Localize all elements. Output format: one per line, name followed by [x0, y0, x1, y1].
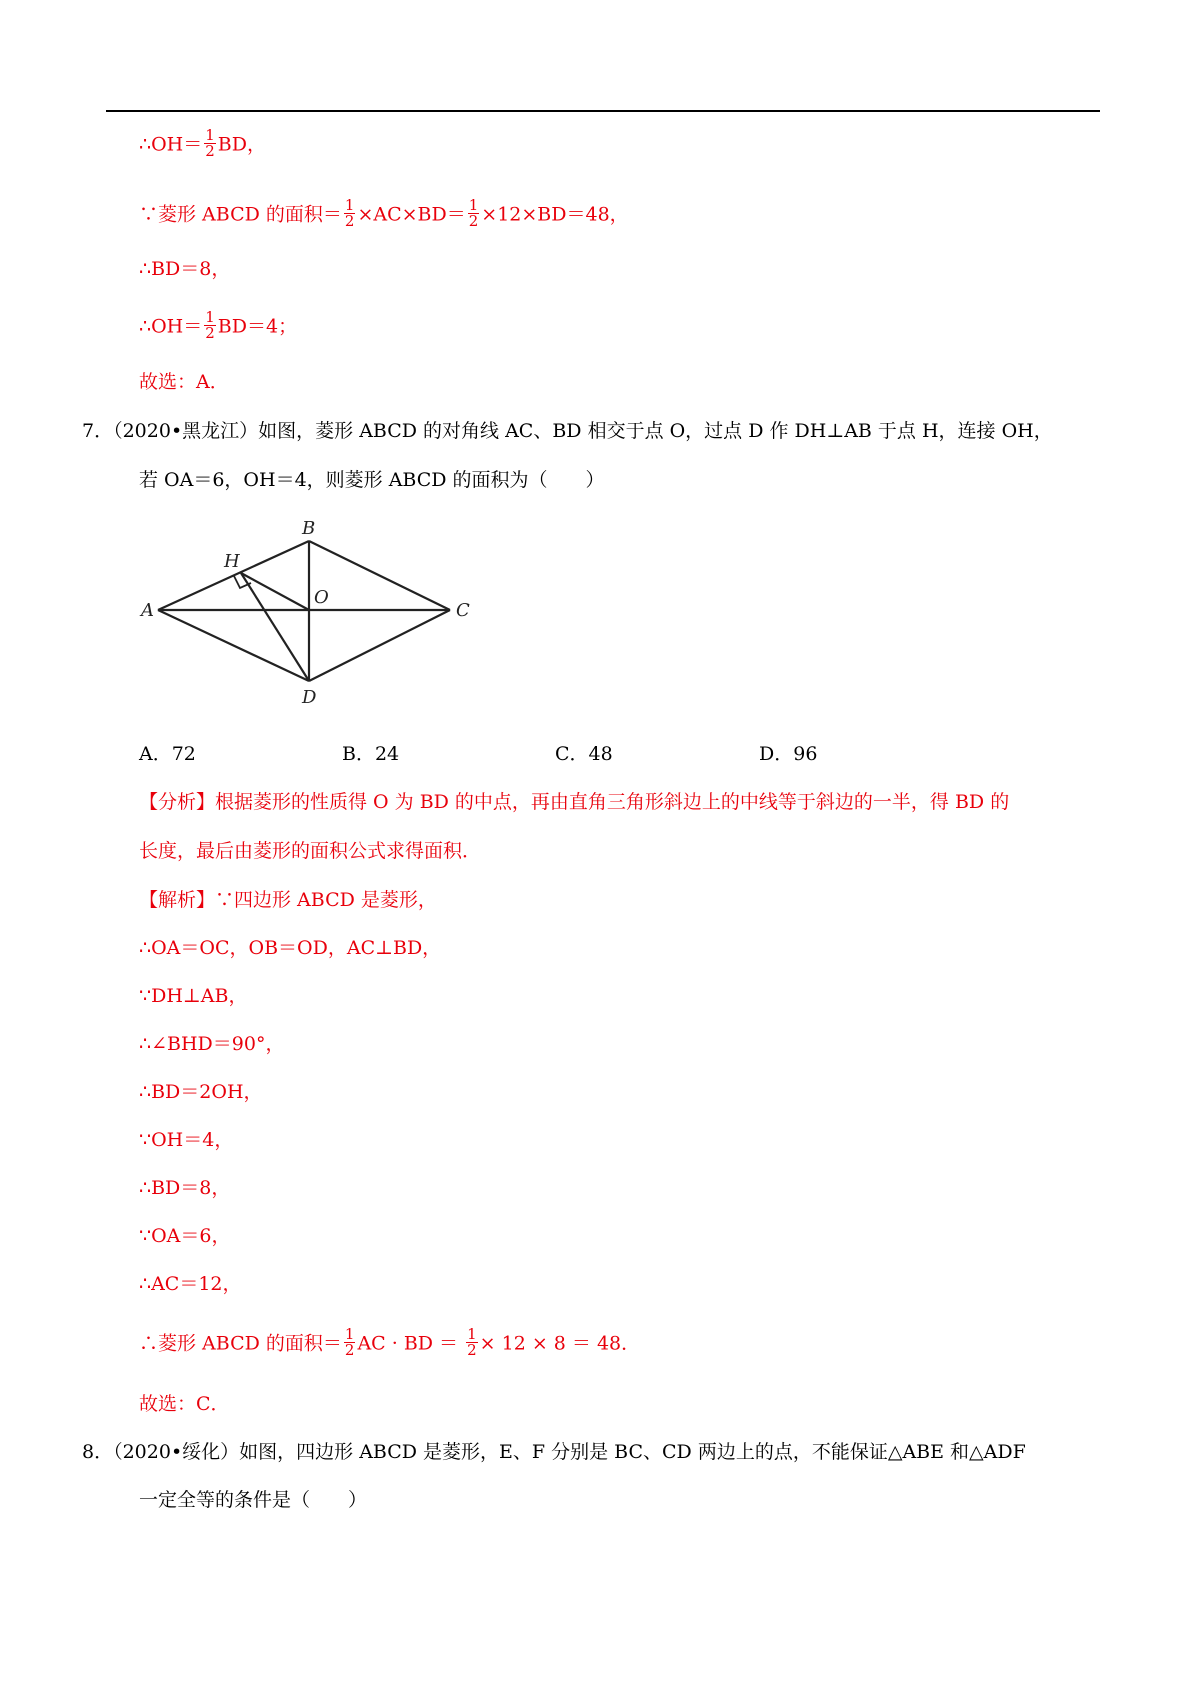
option-b[interactable]: B．24	[342, 743, 400, 765]
options-row	[139, 740, 1039, 768]
fraction: $\frac{1}{2}$	[344, 1325, 355, 1359]
solution-step-9: ∴AC＝12，	[139, 1273, 242, 1295]
label-d: D	[302, 687, 317, 708]
rhombus-figure	[138, 515, 478, 710]
fraction: $\frac{1}{2}$	[205, 126, 215, 160]
solution-step-1: 【解析】∵四边形 ABCD 是菱形，	[139, 889, 437, 911]
label-h: H	[224, 551, 240, 572]
header-rule	[106, 110, 1100, 112]
label-c: C	[456, 600, 470, 621]
solution-line-area: ∵菱形 ABCD 的面积＝ $\frac{1}{2}$ ×AC×BD＝ $\frac{1}{2}$ ×12×BD＝48，	[139, 196, 629, 230]
solution-step-10: ∴菱形 ABCD 的面积＝ $\frac{1}{2}$ AC · BD ＝ $\frac{1}{2}$ × 12 × 8 ＝ 48．	[139, 1325, 641, 1359]
fraction: $\frac{1}{2}$	[344, 196, 355, 230]
solution-step-8: ∵OA＝6，	[139, 1225, 231, 1247]
side-cd	[309, 610, 450, 681]
segment-oh	[241, 573, 309, 610]
label-b: B	[302, 518, 316, 539]
solution-step-2: ∴OA＝OC，OB＝OD，AC⊥BD，	[139, 937, 442, 959]
label-a: A	[141, 600, 154, 621]
question-7-line-2: 若 OA＝6，OH＝4，则菱形 ABCD 的面积为（ ）	[139, 469, 605, 491]
question-8-line-2: 一定全等的条件是（ ）	[139, 1489, 368, 1511]
option-c[interactable]: C．48	[555, 743, 613, 765]
label-o: O	[314, 587, 329, 608]
fraction: $\frac{1}{2}$	[468, 196, 479, 230]
fraction: $\frac{1}{2}$	[205, 308, 215, 342]
solution-step-5: ∴BD＝2OH，	[139, 1081, 263, 1103]
fraction: $\frac{1}{2}$	[467, 1325, 477, 1359]
question-7-line-1: 7．（2020•黑龙江）如图，菱形 ABCD 的对角线 AC、BD 相交于点 O，过点 D 作 DH⊥AB 于点 H，连接 OH，	[82, 420, 1053, 442]
solution-step-7: ∴BD＝8，	[139, 1177, 231, 1199]
side-bc	[309, 541, 450, 610]
solution-line-oh-half: ∴OH＝ $\frac{1}{2}$ BD，	[139, 126, 266, 160]
solution-step-6: ∵OH＝4，	[139, 1129, 234, 1151]
solution-step-3: ∵DH⊥AB，	[139, 985, 248, 1007]
question-8-line-1: 8．（2020•绥化）如图，四边形 ABCD 是菱形，E、F 分别是 BC、CD 两边上的点，不能保证△ABE 和△ADF	[82, 1441, 1026, 1463]
analysis-line-2: 长度，最后由菱形的面积公式求得面积．	[139, 840, 482, 862]
answer-choice-q6: 故选：A．	[139, 371, 229, 393]
answer-choice-q7: 故选：C．	[139, 1393, 230, 1415]
solution-step-4: ∴∠BHD＝90°，	[139, 1033, 285, 1055]
option-d[interactable]: D．96	[759, 743, 818, 765]
analysis-line-1: 【分析】根据菱形的性质得 O 为 BD 的中点，再由直角三角形斜边上的中线等于斜边的一半，得 BD 的	[139, 791, 1010, 813]
solution-line-oh-value: ∴OH＝ $\frac{1}{2}$ BD＝4；	[139, 308, 298, 342]
option-a[interactable]: A．72	[139, 743, 196, 765]
solution-line-bd: ∴BD＝8，	[139, 258, 231, 280]
